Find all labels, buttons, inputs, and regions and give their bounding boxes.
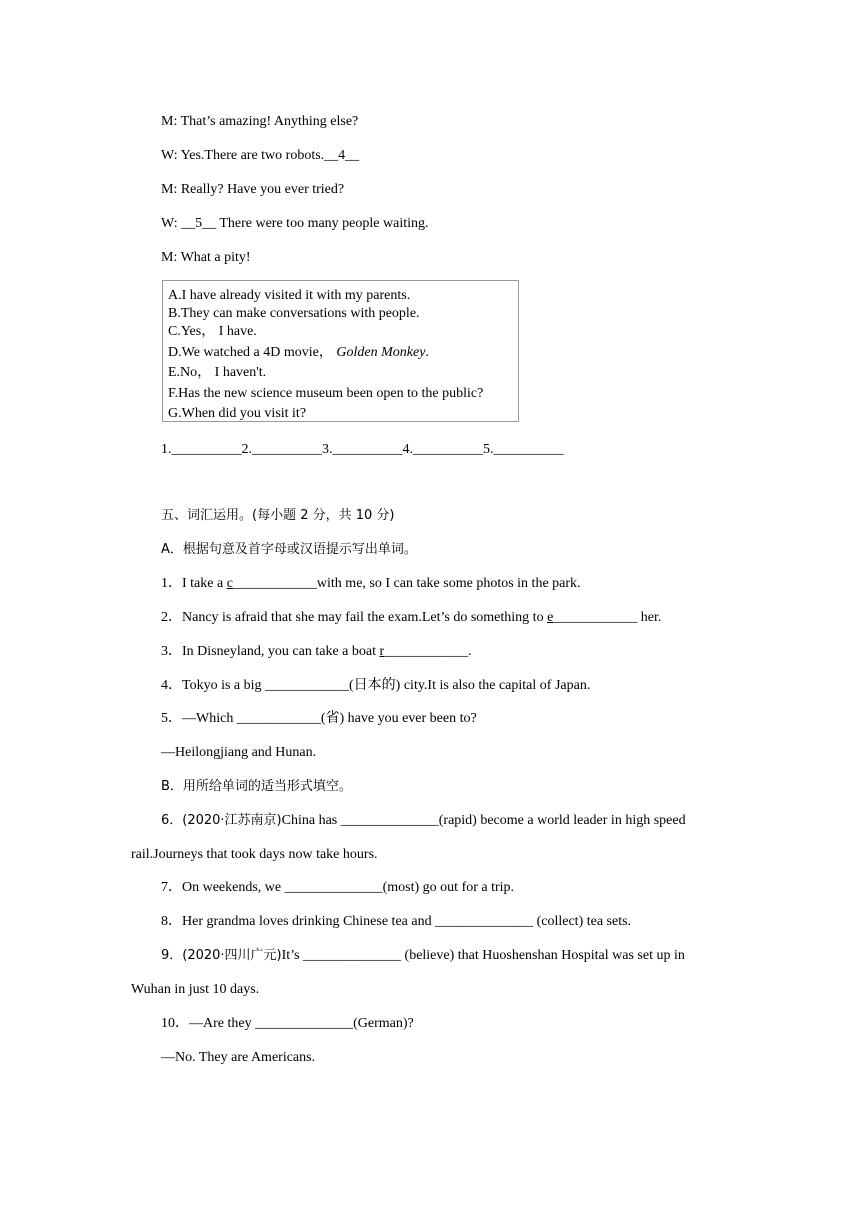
question-5-answer: —Heilongjiang and Hunan. — [161, 745, 317, 760]
question-8: 8．Her grandma loves drinking Chinese tea and ______________ (collect) tea sets. — [161, 914, 632, 929]
option-d-text: D.We watched a 4D movie， — [168, 345, 337, 360]
question-9 — [161, 947, 685, 965]
option-a: A.I have already visited it with my parents. — [168, 288, 411, 303]
question-6 — [161, 812, 686, 830]
dialogue-line-1: M: That’s amazing! Anything else? — [161, 114, 359, 129]
question-7: 7．On weekends, we ______________(most) go out for a trip. — [161, 880, 515, 895]
question-5: 5．—Which ____________(省) have you ever been to? — [161, 711, 477, 726]
question-9-continued: Wuhan in just 10 days. — [131, 982, 260, 997]
question-9-source: 9．(2020·四川广元) — [161, 948, 282, 963]
options-box — [162, 280, 519, 422]
section-heading: 五、词汇运用。(每小题 2 分，共 10 分) — [161, 508, 395, 523]
question-2-initial: e — [547, 610, 554, 625]
question-3-initial: r — [379, 644, 385, 659]
question-6-continued: rail.Journeys that took days now take hours. — [131, 847, 378, 862]
question-9-text: It’s ______________ (believe) that Huoshenshan Hospital was set up in — [281, 948, 685, 963]
question-6-source: 6．(2020·江苏南京) — [161, 813, 282, 828]
option-b: B.They can make conversations with people. — [168, 306, 420, 321]
question-6-text: China has ______________(rapid) become a world leader in high speed — [281, 813, 686, 828]
question-10: 10．—Are they ______________(German)? — [161, 1016, 414, 1031]
question-2-text: 2．Nancy is afraid that she may fail the exam.Let’s do something to — [161, 610, 548, 625]
dialogue-line-2 — [161, 147, 359, 165]
dialogue-line-4-speaker: W: — [161, 216, 182, 231]
option-d-end: . — [425, 345, 429, 360]
question-1-initial: c — [226, 576, 233, 591]
part-b-instruction: B．用所给单词的适当形式填空。 — [161, 779, 352, 794]
question-3-text: 3．In Disneyland, you can take a boat — [161, 644, 380, 659]
option-g: G.When did you visit it? — [168, 406, 307, 421]
option-e: E.No， I haven't. — [168, 365, 267, 380]
dialogue-line-5: M: What a pity! — [161, 250, 251, 265]
question-1-text: 1．I take a — [161, 576, 227, 591]
question-1-rest: ____________with me, so I can take some photos in the park. — [232, 576, 581, 591]
option-c: C.Yes， I have. — [168, 324, 257, 339]
option-d — [168, 344, 429, 362]
question-1 — [161, 575, 581, 593]
option-d-title: Golden Monkey — [336, 345, 426, 360]
part-a-instruction: A．根据句意及首字母或汉语提示写出单词。 — [161, 542, 417, 557]
question-3-rest: ____________. — [384, 644, 472, 659]
dialogue-line-4-text: There were too many people waiting. — [216, 216, 429, 231]
dialogue-line-4 — [161, 215, 429, 233]
dialogue-line-2-text: W: Yes.There are two robots. — [161, 148, 325, 163]
question-4: 4．Tokyo is a big ____________(日本的) city.It is also the capital of Japan. — [161, 678, 591, 693]
question-3 — [161, 643, 472, 661]
option-f: F.Has the new science museum been open to the public? — [168, 386, 484, 401]
question-2-rest: ____________ her. — [553, 610, 662, 625]
blank-4: __4__ — [324, 148, 360, 163]
question-10-answer: —No. They are Americans. — [161, 1050, 316, 1065]
answer-blanks-line: 1.__________2.__________3.__________4.__________5.__________ — [161, 442, 564, 457]
dialogue-line-3: M: Really? Have you ever tried? — [161, 182, 345, 197]
blank-5: __5__ — [181, 216, 217, 231]
question-2 — [161, 609, 661, 627]
